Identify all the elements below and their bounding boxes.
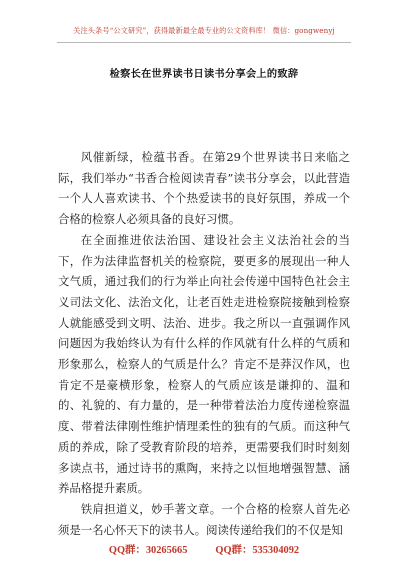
qq-group-1: QQ群：30265665 — [108, 545, 188, 556]
paragraph: 在全面推进依法治国、建设社会主义法治社会的当下，作为法律监督机关的检察院，要更多的展现出一种人文气质，通过我们的行为举止向社会传递中国特色社会主义司法文化、法治文化，让老百姓走进检察院接触到检察人就能感受到文明、法治、进步。我之所以一直强调作风问题因为我始终认为有什么样的作风就有什么样的气质和形象那么，检察人的气质是什么？肯定不是莽汉作风，也肯定不是豪横形象，检察人的气质应该是谦抑的、温和的、礼貌的、有力量的，是一种带着法治力度传递检察温度、带着法律刚性维护情理柔性的独有的气质。而这种气质的养成，除了受教育阶段的培养，更需要我们时时刻刻多读点书，通过诗书的熏陶，来持之以恒地增强智慧、涵养品格提升素质。 — [58, 232, 350, 496]
qq-group-2: QQ群：535304092 — [215, 545, 300, 556]
header-divider — [57, 42, 351, 43]
document-body — [58, 147, 350, 540]
footer-contact — [0, 541, 408, 556]
header-banner: 关注头条号“公文研究”，获得最新最全最专业的公文资料库！ 微信：gongwenyj — [73, 26, 335, 35]
document-title: 检察长在世界读书日读书分享会上的致辞 — [109, 68, 299, 80]
paragraph: 铁肩担道义，妙手著文章。一个合格的检察人首先必须是一名心怀天下的读书人。阅读传递给我们的不仅是知 — [58, 501, 350, 537]
paragraph: 风催新绿，检蕴书香。在第29个世界读书日来临之际，我们举办“书香合检阅读青春”读书分享会，以此营造一个人人喜欢读书、个个热爱读书的良好氛围，养成一个合格的检察人必须具备的良好习惯。 — [58, 150, 350, 227]
